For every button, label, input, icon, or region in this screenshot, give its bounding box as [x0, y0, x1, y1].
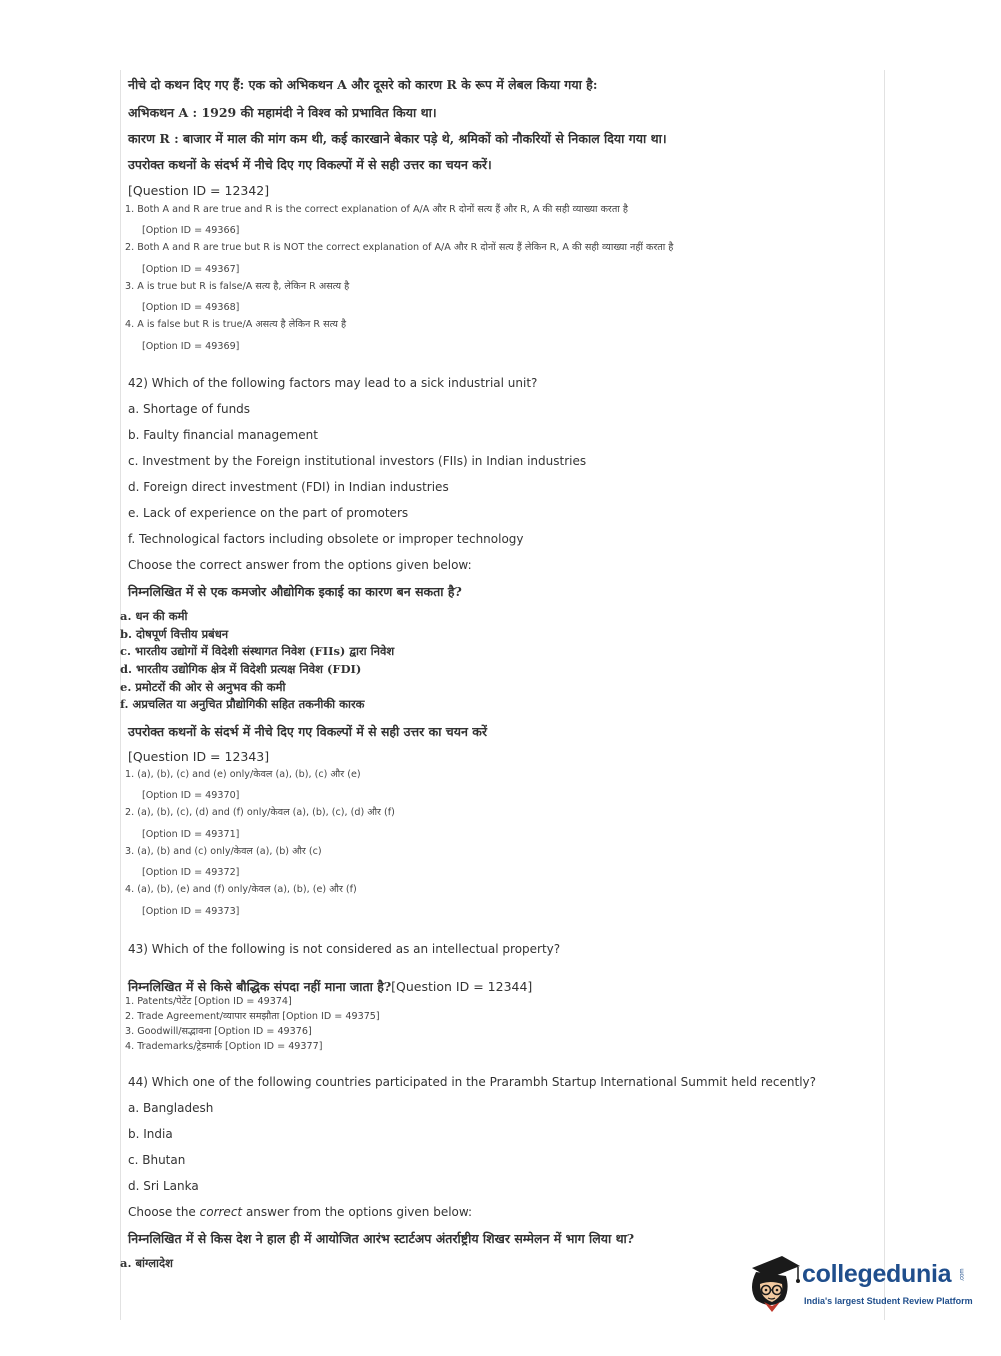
q42-question-id: [Question ID = 12343]	[128, 749, 270, 764]
q44-item-b: b. India	[128, 1127, 173, 1141]
q41-option-1-id: [Option ID = 49366]	[142, 225, 240, 236]
q42-hindi-item-c: c. भारतीय उद्योगों में विदेशी संस्थागत निवेश (FIIs) द्वारा निवेश	[120, 644, 395, 658]
q42-hindi-item-a: a. धन की कमी	[120, 609, 188, 623]
q42-option-1-id: [Option ID = 49370]	[142, 790, 240, 801]
q44-choose-emphasis: correct	[199, 1205, 243, 1219]
q44-question: 44) Which one of the following countries participated in the Prarambh Startup International Summit held recently?	[128, 1075, 817, 1089]
q42-option-2-id: [Option ID = 49371]	[142, 829, 240, 840]
q42-item-e: e. Lack of experience on the part of promoters	[128, 506, 409, 520]
q42-option-4-id: [Option ID = 49373]	[142, 906, 240, 917]
q44-hindi-item-a: a. बांग्लादेश	[120, 1256, 173, 1270]
q42-hindi-item-d: d. भारतीय उद्योगिक क्षेत्र में विदेशी प्रत्यक्ष निवेश (FDI)	[120, 662, 362, 676]
q43-option-1: 1. Patents/पेटेंट [Option ID = 49374]	[125, 996, 292, 1007]
q42-choose: Choose the correct answer from the options given below:	[128, 558, 472, 572]
q43-option-4: 4. Trademarks/ट्रेडमार्क [Option ID = 49377]	[125, 1041, 323, 1052]
q41-instruction: उपरोक्त कथनों के संदर्भ में नीचे दिए गए विकल्पों में से सही उत्तर का चयन करें।	[128, 157, 492, 172]
q42-hindi-item-b: b. दोषपूर्ण वित्तीय प्रबंधन	[120, 627, 229, 641]
logo-brand: collegedunia	[802, 1260, 952, 1288]
q42-option-4: 4. (a), (b), (e) and (f) only/केवल (a), (b), (e) और (f)	[125, 884, 357, 895]
q41-option-4: 4. A is false but R is true/A असत्य है लेकिन R सत्य है	[125, 319, 347, 330]
q41-option-2: 2. Both A and R are true but R is NOT the correct explanation of A/A और R दोनों सत्य हैं लेकिन R, A की सही व्याख्या नहीं करता है	[125, 242, 674, 253]
q42-item-a: a. Shortage of funds	[128, 402, 251, 416]
right-margin-line	[884, 70, 885, 1320]
collegedunia-logo	[742, 1250, 972, 1312]
q43-hindi-question-line	[128, 976, 532, 995]
q41-assertion: अभिकथन A : 1929 की महामंदी ने विश्व को प्रभावित किया था।	[128, 105, 437, 120]
q42-hindi-item-e: e. प्रमोटरों की ओर से अनुभव की कमी	[120, 680, 286, 694]
q42-option-3-id: [Option ID = 49372]	[142, 867, 240, 878]
q41-option-3-id: [Option ID = 49368]	[142, 302, 240, 313]
logo-tagline: India's largest Student Review Platform	[804, 1296, 973, 1306]
q43-option-2: 2. Trade Agreement/व्यापार समझौता [Option ID = 49375]	[125, 1011, 380, 1022]
q43-question-id: [Question ID = 12344]	[391, 979, 533, 994]
q42-item-b: b. Faulty financial management	[128, 428, 318, 442]
q42-item-d: d. Foreign direct investment (FDI) in Indian industries	[128, 480, 449, 494]
q43-question: 43) Which of the following is not considered as an intellectual property?	[128, 942, 561, 956]
q44-item-a: a. Bangladesh	[128, 1101, 214, 1115]
q42-item-f: f. Technological factors including obsolete or improper technology	[128, 532, 524, 546]
mascot-icon	[742, 1250, 802, 1312]
q41-option-2-id: [Option ID = 49367]	[142, 264, 240, 275]
q43-option-3: 3. Goodwill/सद्भावना [Option ID = 49376]	[125, 1026, 312, 1037]
q41-option-1: 1. Both A and R are true and R is the correct explanation of A/A और R दोनों सत्य हैं और R, A की सही व्याख्या करता है	[125, 204, 628, 215]
q42-instruction: उपरोक्त कथनों के संदर्भ में नीचे दिए गए विकल्पों में से सही उत्तर का चयन करें	[128, 724, 487, 739]
q44-choose: Choose the correct answer from the options given below:	[128, 1205, 473, 1219]
q41-option-4-id: [Option ID = 49369]	[142, 341, 240, 352]
q41-question-id: [Question ID = 12342]	[128, 183, 270, 198]
q43-hindi-question: निम्नलिखित में से किसे बौद्धिक संपदा नहीं माना जाता है?	[128, 979, 392, 994]
q42-option-3: 3. (a), (b) and (c) only/केवल (a), (b) और (c)	[125, 846, 322, 857]
q41-reason: कारण R : बाजार में माल की मांग कम थी, कई कारखाने बेकार पड़े थे, श्रमिकों को नौकरियों से निकाल दिया गया था।	[128, 131, 667, 146]
q42-question: 42) Which of the following factors may lead to a sick industrial unit?	[128, 376, 538, 390]
q44-item-c: c. Bhutan	[128, 1153, 186, 1167]
logo-com: .com	[959, 1268, 966, 1282]
q42-hindi-item-f: f. अप्रचलित या अनुचित प्रौद्योगिकी सहित तकनीकी कारक	[120, 697, 365, 711]
q41-option-3: 3. A is true but R is false/A सत्य है, लेकिन R असत्य है	[125, 281, 350, 292]
q42-item-c: c. Investment by the Foreign institutional investors (FIIs) in Indian industries	[128, 454, 587, 468]
q42-hindi-question: निम्नलिखित में से एक कमजोर औद्योगिक इकाई का कारण बन सकता है?	[128, 584, 462, 599]
q41-statement-intro: नीचे दो कथन दिए गए हैं: एक को अभिकथन A और दूसरे को कारण R के रूप में लेबल किया गया है:	[128, 77, 598, 92]
q42-option-2: 2. (a), (b), (c), (d) and (f) only/केवल (a), (b), (c), (d) और (f)	[125, 807, 395, 818]
q44-item-d: d. Sri Lanka	[128, 1179, 199, 1193]
q44-hindi-question: निम्नलिखित में से किस देश ने हाल ही में आयोजित आरंभ स्टार्टअप अंतर्राष्ट्रीय शिखर सम्मेलन में भाग लिया था?	[128, 1231, 635, 1246]
left-margin-line	[120, 70, 121, 1320]
q42-option-1: 1. (a), (b), (c) and (e) only/केवल (a), (b), (c) और (e)	[125, 769, 361, 780]
